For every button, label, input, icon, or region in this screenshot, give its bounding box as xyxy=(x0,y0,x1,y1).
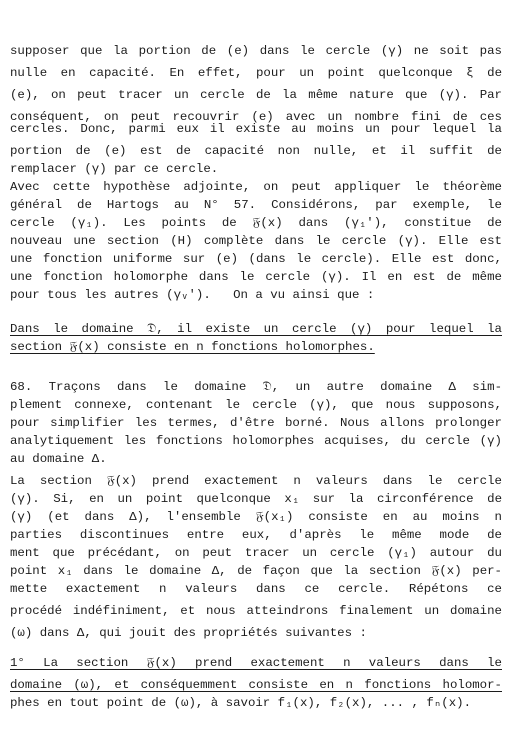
property-1-line: domaine (ω), et conséquemment consiste en n fonctions holomor- xyxy=(10,678,502,692)
text-line: La section 𝔉(x) prend exactement n valeurs dans le cercle xyxy=(10,474,502,488)
text-line: ment que précédant, on peut tracer un cercle (γ₁) autour du xyxy=(10,546,502,560)
property-1-line: phes en tout point de (ω), à savoir f₁(x), f₂(x), ... , fₙ(x). xyxy=(10,696,472,710)
text-line: nouveau une section (H) complète dans le cercle (γ). Elle est xyxy=(10,234,502,248)
text-line: point x₁ dans le domaine Δ, de façon que la section 𝔉(x) per- xyxy=(10,564,502,578)
text-line: plement connexe, contenant le cercle (γ), que nous supposons, xyxy=(10,398,502,412)
text-line: (γ) (et dans Δ), l'ensemble 𝔉(x₁) consiste en au moins n xyxy=(10,510,502,524)
text-line: portion de (e) est de capacité non nulle, et il suffit de xyxy=(10,144,502,158)
text-line: général de Hartogs au N° 57. Considérons, par exemple, le xyxy=(10,198,502,212)
text-line: cercle (γ₁). Les points de 𝔉(x) dans (γ₁'), constitue de xyxy=(10,216,502,230)
text-line: (γ). Si, en un point quelconque x₁ sur la circonférence de xyxy=(10,492,502,506)
text-line: conséquent, on peut recouvrir (e) avec un nombre fini de ces xyxy=(10,110,502,124)
text-line: (e), on peut tracer un cercle de la même nature que (γ). Par xyxy=(10,88,502,102)
text-line: une fonction holomorphe dans le cercle (γ). Il en est de même xyxy=(10,270,502,284)
text-line: procédé indéfiniment, et nous atteindrons finalement un domaine xyxy=(10,604,502,618)
text-line: Avec cette hypothèse adjointe, on peut appliquer le théorème xyxy=(10,180,502,194)
text-line: analytiquement les fonctions holomorphes acquises, du cercle (γ) xyxy=(10,434,502,448)
text-line: pour simplifier les termes, d'être borné. Nous allons prolonger xyxy=(10,416,502,430)
text-line: au domaine Δ. xyxy=(10,452,107,466)
text-line: remplacer (γ) par ce cercle. xyxy=(10,162,219,176)
theorem-statement-line: section 𝔉(x) consiste en n fonctions holomorphes. xyxy=(10,340,375,354)
text-line: parties discontinues entre eux, d'après le même mode de xyxy=(10,528,502,542)
text-line: mette exactement n valeurs dans ce cercle. Répétons ce xyxy=(10,582,502,596)
text-line: supposer que la portion de (e) dans le cercle (γ) ne soit pas xyxy=(10,44,502,58)
text-line: (ω) dans Δ, qui jouit des propriétés suivantes : xyxy=(10,626,367,640)
text-line: cercles. Donc, parmi eux il existe au moins un pour lequel la xyxy=(10,122,502,136)
theorem-statement-line: Dans le domaine 𝔇, il existe un cercle (γ) pour lequel la xyxy=(10,322,502,336)
section-68-first-line: 68. Traçons dans le domaine 𝔇, un autre domaine Δ sim- xyxy=(10,380,502,394)
text-line: nulle en capacité. En effet, pour un point quelconque ξ de xyxy=(10,66,502,80)
text-line: une fonction uniforme sur (e) (dans le cercle). Elle est donc, xyxy=(10,252,502,266)
text-line: pour tous les autres (γᵥ'). On a vu ainsi que : xyxy=(10,288,375,302)
property-1-line: 1° La section 𝔉(x) prend exactement n valeurs dans le xyxy=(10,656,502,670)
